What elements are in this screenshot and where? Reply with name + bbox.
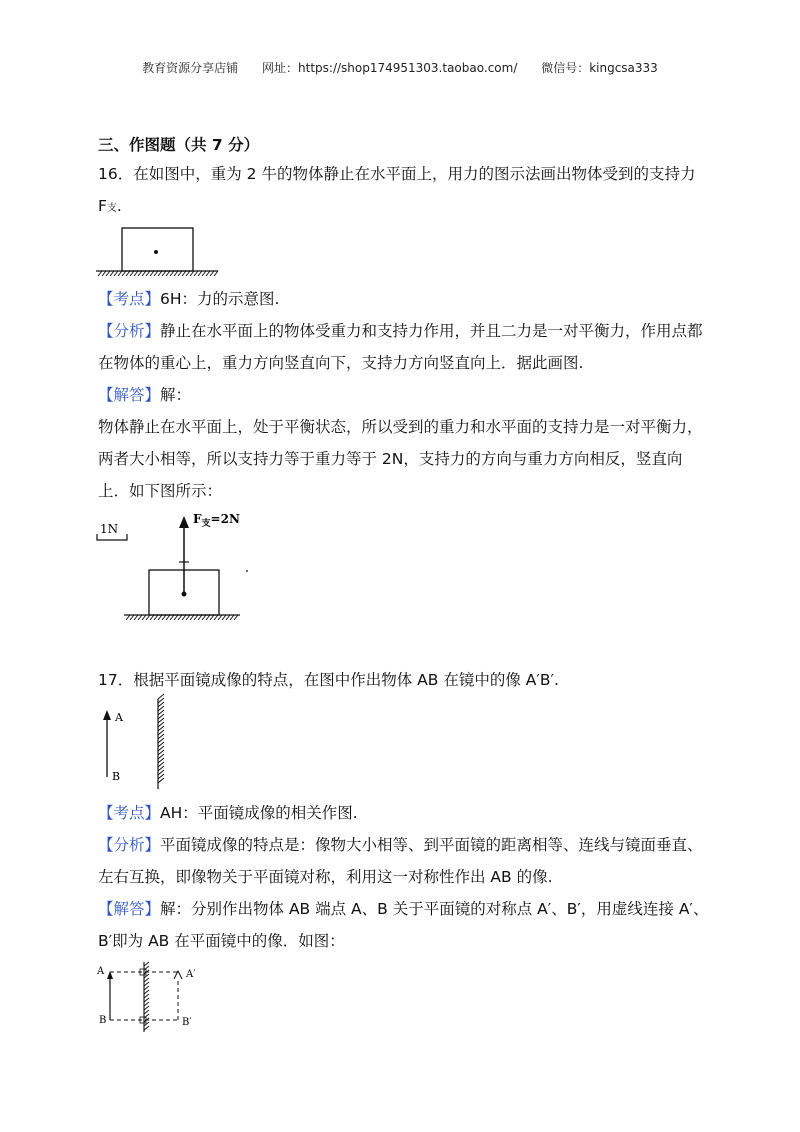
force-label: $F_支=2N$ [193,512,240,529]
scale-label: 1N [100,522,119,536]
stray-dot [246,570,248,572]
q17-jieda: 【解答】解：分别作出物体 AB 端点 A、B 关于平面镜的对称点 A′、B′，用虚线连接 A′、B′即为 AB 在平面镜中的像．如图： [98,900,709,950]
object-ab-arrowhead [103,710,111,720]
q16-jieda: 【解答】解： [98,386,192,404]
ans-label-b: B [99,1015,107,1026]
label-a: A [115,711,123,724]
header-shop: 教育资源分享店铺 [142,61,239,75]
q16-analysis [98,283,710,507]
q17-answer-figure [96,960,226,1035]
q16-question-line2: F支. [98,197,122,215]
ans-label-a2: A′ [186,969,196,980]
ground-hatch [98,271,218,276]
q17-figure [100,695,190,795]
header-wechat: 微信号：kingcsa333 [541,61,658,75]
box-shape [122,228,193,271]
section-title: 三、作图题（共 7 分） [98,136,260,154]
mirror-hatch [158,694,164,783]
page-header [0,59,800,76]
q16-question-line1: 16．在如图中，重为 2 牛的物体静止在水平面上，用力的图示法画出物体受到的支持力 [98,165,696,183]
q17-analysis [98,797,710,957]
q16-answer-line3: 上．如下图所示： [98,482,223,500]
force-arrow-head [179,516,189,528]
q16-answer-figure [92,508,262,623]
q16-figure-box [96,225,221,280]
center-dot [154,250,158,254]
q16-fenxi: 【分析】静止在水平面上的物体受重力和支持力作用，并且二力是一对平衡力，作用点都在物体的重心上，重力方向竖直向下，支持力方向竖直向上．据此画图. [98,322,703,372]
ans-label-a: A [97,966,105,977]
ground-hatch [126,615,238,620]
q17-kaodian: 【考点】AH：平面镜成像的相关作图. [98,804,358,822]
q17-fenxi: 【分析】平面镜成像的特点是：像物大小相等、到平面镜的距离相等、连线与镜面垂直、左右互换，即像物关于平面镜对称，利用这一对称性作出 AB 的像. [98,836,703,886]
q17-question: 17．根据平面镜成像的特点，在图中作出物体 AB 在镜中的像 A′B′. [98,671,559,689]
header-url: 网址：https://shop174951303.taobao.com/ [262,61,518,75]
q16-question [98,158,710,225]
q16-answer-line2: 两者大小相等，所以支持力等于重力等于 2N，支持力的方向与重力方向相反，竖直向 [98,450,683,468]
q16-answer-line1: 物体静止在水平面上，处于平衡状态，所以受到的重力和水平面的支持力是一对平衡力， [98,418,703,436]
ans-label-b2: B′ [182,1017,192,1028]
label-b: B [112,770,121,783]
q16-kaodian: 【考点】6H：力的示意图. [98,290,280,308]
center-dot [182,592,187,597]
